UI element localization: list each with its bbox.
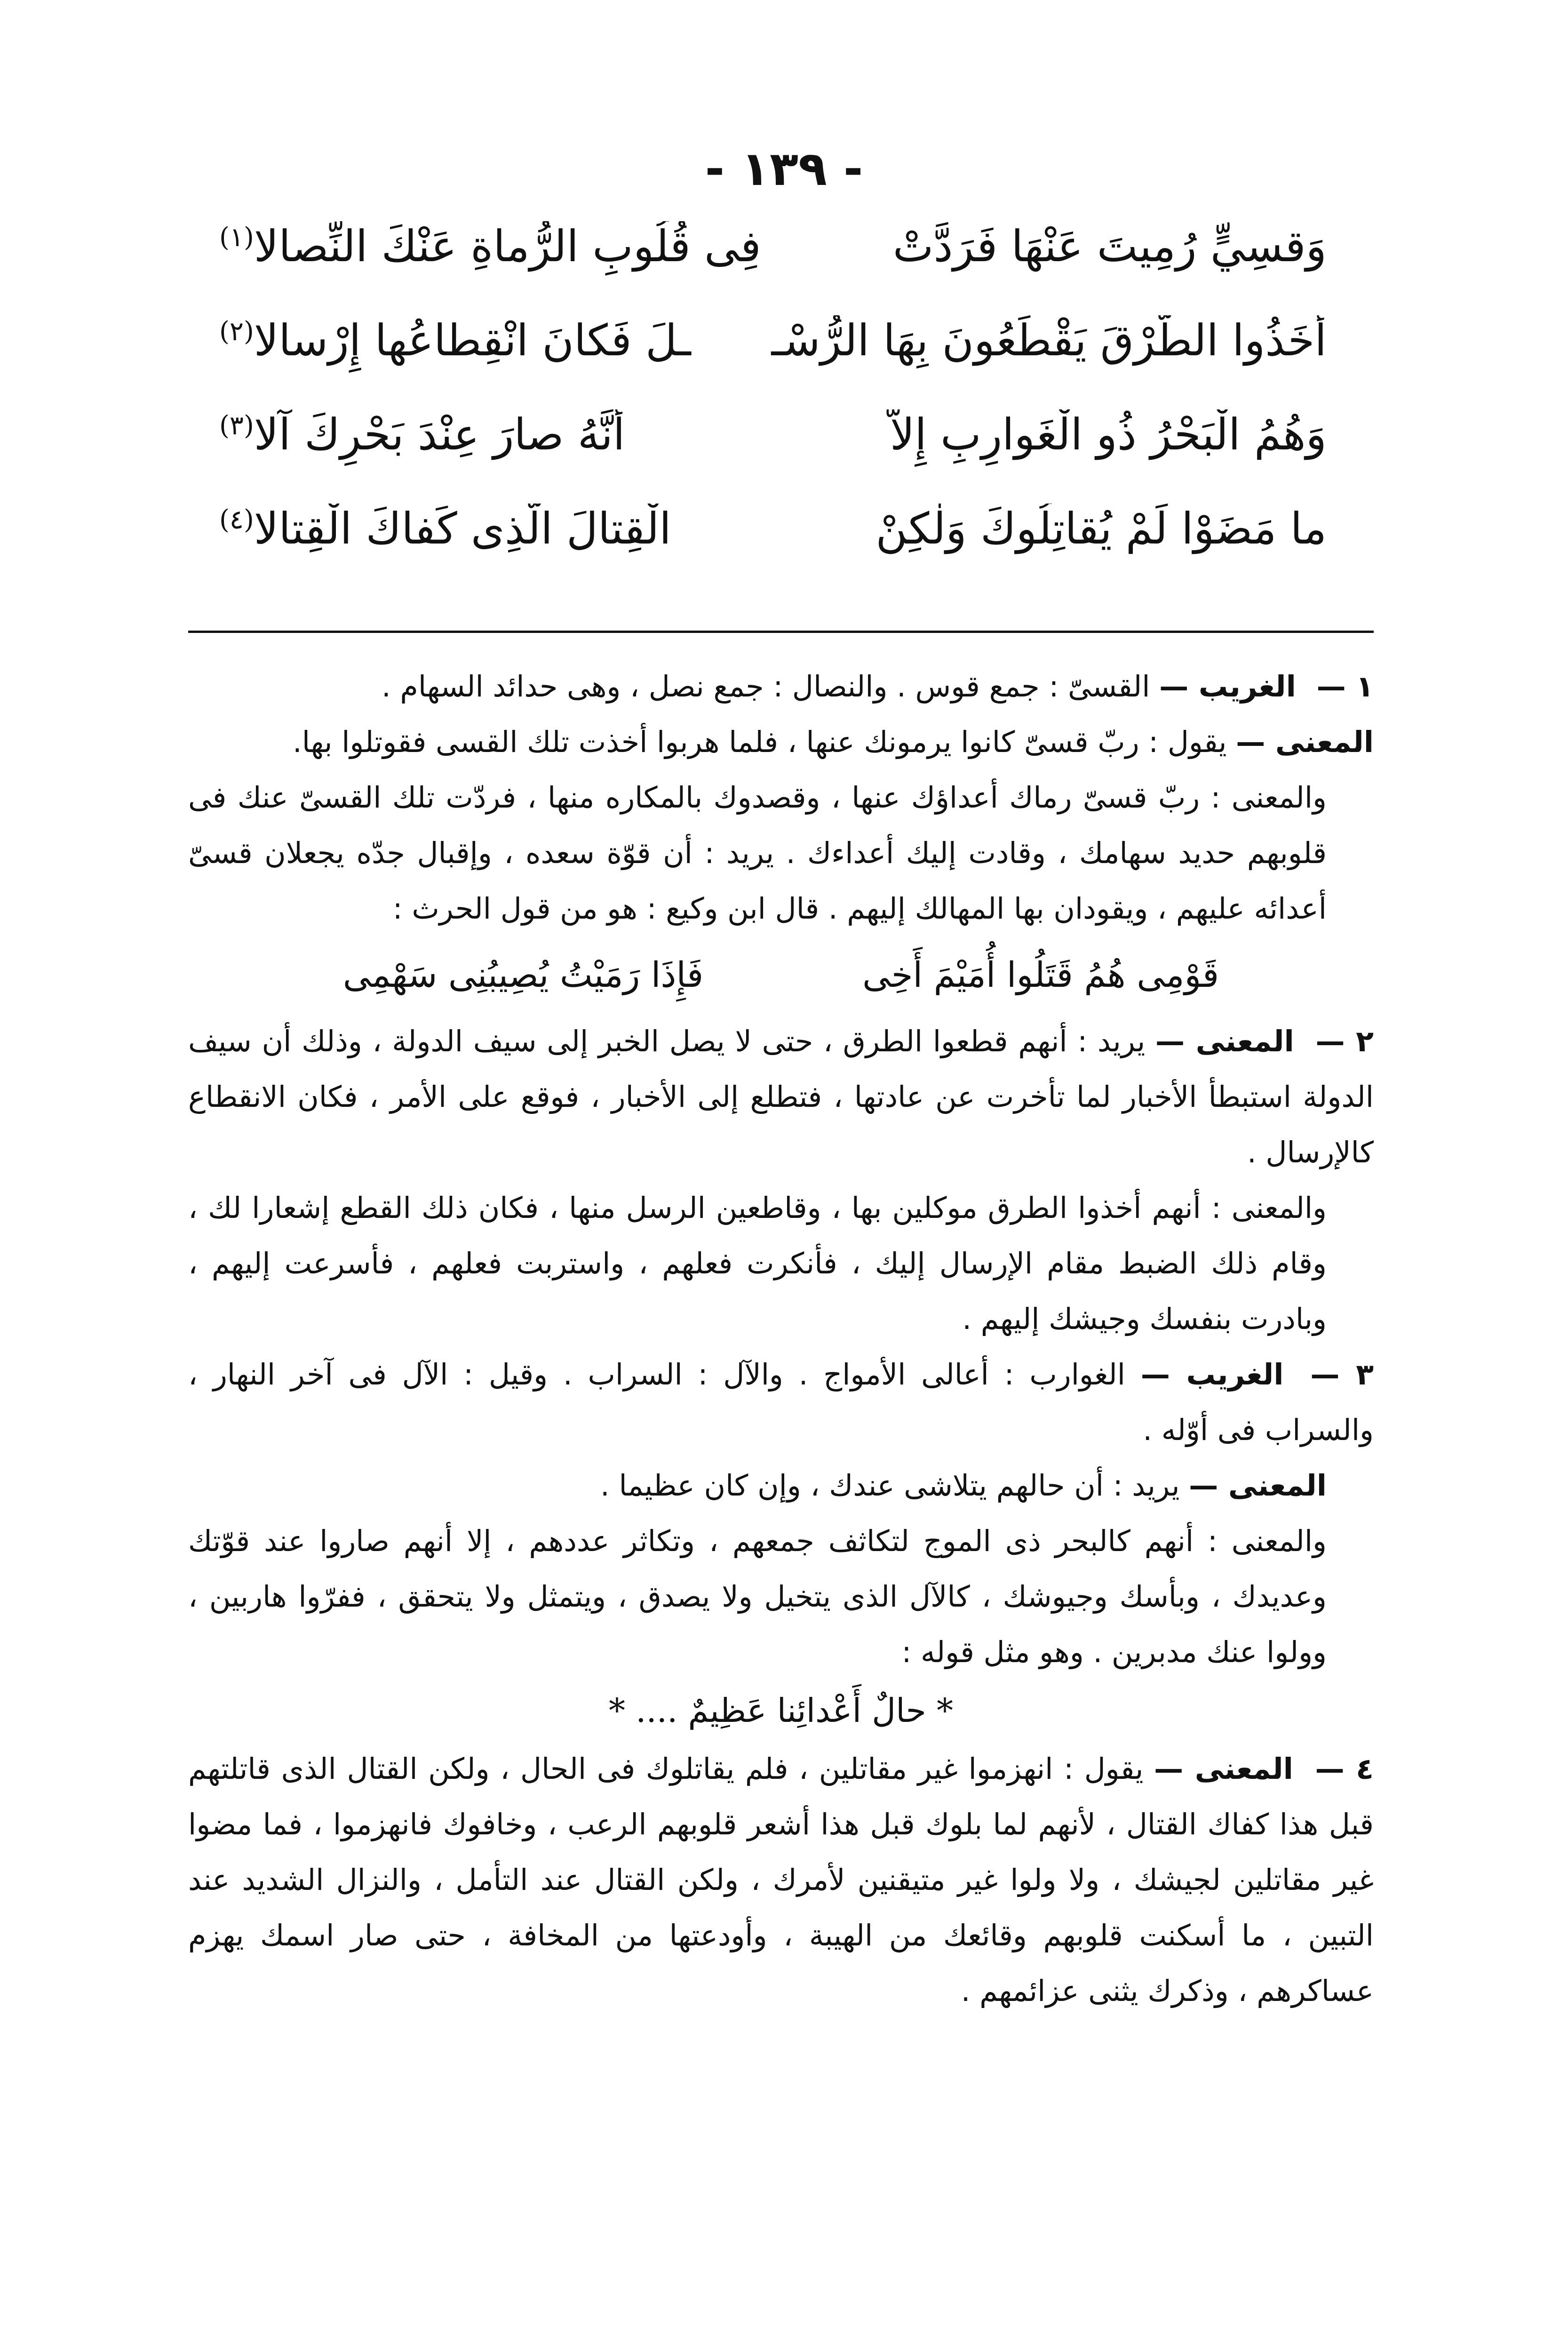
- note-2-number: ٢ —: [1315, 1024, 1374, 1058]
- note-4-text: يقول : انهزموا غير مقاتلين ، فلم يقاتلوك فى الحال ، ولكن القتال الذى قاتلتهم قبل هذا كفاك القتال ، لأنهم لما بلوك قبل هذا أشعر قلوبهم الرعب ، وخافوك فانهزموا ، فما مضوا غير مقاتلين لجيشك ، ولا ولوا غير متيقنين لأمرك ، ولكن القتال عند التأمل ، والنزال الشديد عند التبين ، ما أسكنت قلوبهم وقائعك من الهيبة ، وأودعتها من المخافة ، حتى صار اسمك يهزم عساكرهم ، وذكرك يثنى عزائمهم .: [188, 1752, 1374, 2008]
- note-1-gharib-text: القسىّ : جمع قوس . والنصال : جمع نصل ، وهى حدائد السهام .: [382, 669, 1150, 704]
- verse-3-second-hemistich: [216, 409, 625, 460]
- note-2-maana: [188, 1014, 1374, 1180]
- verse-3-second-text: أَنَّهُ صارَ عِنْدَ بَحْرِكَ آلا: [254, 409, 625, 460]
- note-1-maana: [188, 714, 1374, 770]
- verse-4-second-text: الْقِتالَ الَّذِى كَفاكَ الْقِتالا: [254, 504, 671, 554]
- note-2-label: المعنى —: [1155, 1024, 1294, 1058]
- verse-2: [216, 315, 1327, 409]
- note-1-maana-label: المعنى —: [1236, 725, 1374, 759]
- note-3-explanation: والمعنى : أنهم كالبحر ذى الموج لتكاثف جمعهم ، وتكاثر عددهم ، إلا أنهم صاروا عند قوّتك وعديدك ، وبأسك وجيوشك ، كالآل الذى يتخيل ولا يصدق ، ويتمثل ولا يتحقق ، ففرّوا هاربين ، وولوا عنك مدبرين . وهو مثل قوله :: [188, 1524, 1327, 1669]
- note-3-gharib: [188, 1347, 1374, 1458]
- note-1-quote-second: فَإِذَا رَمَيْتُ يُصِيبُنِى سَهْمِى: [342, 955, 704, 995]
- footnote-ref-3: (٣): [219, 410, 254, 441]
- verse-1-second-hemistich: [216, 221, 761, 272]
- note-1-number: ١ —: [1316, 669, 1374, 704]
- footnote-ref-2: (٢): [219, 316, 254, 347]
- page-number: - ١٣٩ -: [705, 141, 863, 196]
- note-3-number: ٣ —: [1310, 1357, 1374, 1392]
- note-4-label: المعنى —: [1154, 1752, 1293, 1786]
- note-3-gharib-label: الغريب —: [1140, 1357, 1284, 1392]
- note-4-maana: [188, 1741, 1374, 2019]
- note-1-quoted-verse: [263, 942, 1298, 1008]
- verse-1: [216, 221, 1327, 315]
- verse-2-first-hemistich: أَخَذُوا الطُّرْقَ يَقْطَعُونَ بِهَا الرُّسْـ: [771, 315, 1327, 366]
- verse-1-second-text: فِى قُلُوبِ الرُّماةِ عَنْكَ النِّصالا: [254, 221, 761, 272]
- footnote-ref-4: (٤): [219, 504, 254, 536]
- footnotes: [188, 659, 1374, 2019]
- note-3-gharib-text: الغوارب : أعالى الأمواج . والآل : السراب . وقيل : الآل فى آخر النهار ، والسراب فى أوّله .: [188, 1357, 1374, 1447]
- note-2-explanation: والمعنى : أنهم أخذوا الطرق موكلين بها ، وقاطعين الرسل منها ، فكان ذلك القطع إشعارا لك ، وقام ذلك الضبط مقام الإرسال إليك ، فأنكرت فعلهم ، واستربت فعلهم ، فأسرعت إليهم ، وبادرت بنفسك وجيشك إليهم .: [188, 1191, 1327, 1336]
- note-4-number: ٤ —: [1315, 1752, 1374, 1786]
- note-3-maana-text: يريد : أن حالهم يتلاشى عندك ، وإن كان عظيما .: [600, 1468, 1180, 1503]
- poem-verses: [216, 221, 1327, 598]
- note-2-text: يريد : أنهم قطعوا الطرق ، حتى لا يصل الخبر إلى سيف الدولة ، وذلك أن سيف الدولة استبطأ الأخبار لما تأخرت عن عادتها ، فتطلع إلى الأخبار ، فوقع على الأمر ، فكان الانقطاع كالإرسال .: [188, 1024, 1374, 1169]
- verse-1-first-hemistich: وَقسِيٍّ رُمِيتَ عَنْهَا فَرَدَّتْ: [892, 221, 1327, 272]
- footnote-divider: [188, 631, 1374, 633]
- note-3-quote: * حالٌ أَعْدائِنا عَظِيمٌ .... *: [609, 1691, 953, 1730]
- verse-3-first-hemistich: وَهُمُ الْبَحْرُ ذُو الْغَوارِبِ إِلاَّ: [890, 409, 1327, 460]
- verse-4-first-hemistich: ما مَضَوْا لَمْ يُقاتِلُوكَ وَلٰكِنْ: [876, 504, 1327, 554]
- verse-4-second-hemistich: [216, 504, 671, 554]
- note-1-gharib: [188, 659, 1374, 714]
- note-1-maana-text: يقول : ربّ قسىّ كانوا يرمونك عنها ، فلما هربوا أخذت تلك القسى فقوتلوا بها.: [293, 725, 1227, 759]
- note-1-explanation: والمعنى : ربّ قسىّ رماك أعداؤك عنها ، وقصدوك بالمكاره منها ، فردّت تلك القسىّ عنك فى قلوبهم حديد سهامك ، وقادت إليك أعداءك . يريد : أن قوّة سعده ، وإقبال جدّه يجعلان قسىّ أعدائه عليهم ، ويقودان بها المهالك إليهم . قال ابن وكيع : هو من قول الحرث :: [188, 780, 1327, 926]
- verse-3: [216, 409, 1327, 504]
- verse-2-second-hemistich: [216, 315, 691, 366]
- verse-4: [216, 504, 1327, 598]
- note-3-maana-label: المعنى —: [1189, 1468, 1327, 1503]
- verse-2-second-text: ـلَ فَكانَ انْقِطاعُها إِرْسالا: [254, 315, 691, 366]
- note-1-gharib-label: الغريب —: [1159, 669, 1296, 704]
- footnote-ref-1: (١): [219, 222, 254, 253]
- note-3-maana: [188, 1458, 1374, 1513]
- note-1-quote-first: قَوْمِى هُمُ قَتَلُوا أُمَيْمَ أَخِى: [862, 955, 1219, 995]
